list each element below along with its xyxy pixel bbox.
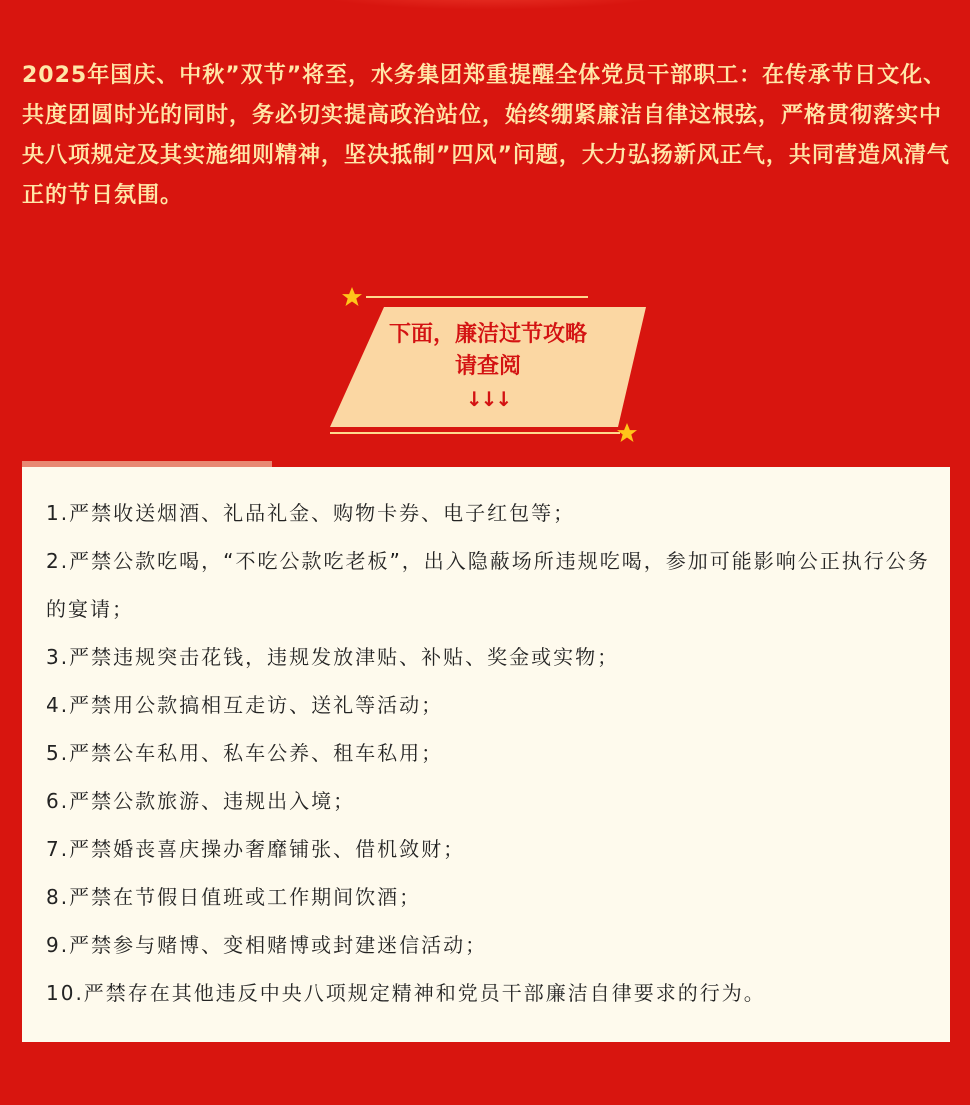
guide-line-2: 请查阅 xyxy=(454,354,521,379)
guide-banner xyxy=(328,285,648,445)
guide-line-1: 下面，廉洁过节攻略 xyxy=(388,322,587,347)
guide-text xyxy=(328,319,648,415)
rule-item-5: 5.严禁公车私用、私车公养、租车私用； xyxy=(46,741,444,765)
rule-item-6: 6.严禁公款旅游、违规出入境； xyxy=(46,789,356,813)
rule-item-9: 9.严禁参与赌博、变相赌博或封建迷信活动； xyxy=(46,933,488,957)
down-arrows-icon: ↓↓↓ xyxy=(465,387,511,411)
rule-item-1: 1.严禁收送烟酒、礼品礼金、购物卡券、电子红包等； xyxy=(46,501,576,525)
rule-item-3: 3.严禁违规突击花钱，违规发放津贴、补贴、奖金或实物； xyxy=(46,645,620,669)
rules-panel xyxy=(22,467,950,1042)
star-icon-left xyxy=(342,287,362,306)
rule-item-8: 8.严禁在节假日值班或工作期间饮酒； xyxy=(46,885,422,909)
rule-item-4: 4.严禁用公款搞相互走访、送礼等活动； xyxy=(46,693,444,717)
rule-item-2: 2.严禁公款吃喝，“不吃公款吃老板”，出入隐蔽场所违规吃喝，参加可能影响公正执行公务的宴请； xyxy=(46,549,930,621)
top-glow-decoration xyxy=(300,0,680,10)
intro-paragraph: 2025年国庆、中秋”双节”将至，水务集团郑重提醒全体党员干部职工：在传承节日文化、共度团圆时光的同时，务必切实提高政治站位，始终绷紧廉洁自律这根弦，严格贯彻落实中央八项规定及其实施细则精神，坚决抵制”四风”问题，大力弘扬新风正气，共同营造风清气正的节日氛围。 xyxy=(22,63,950,208)
rule-item-7: 7.严禁婚丧喜庆操办奢靡铺张、借机敛财； xyxy=(46,837,466,861)
rules-list xyxy=(46,489,936,1017)
rule-item-10: 10.严禁存在其他违反中央八项规定精神和党员干部廉洁自律要求的行为。 xyxy=(46,981,766,1005)
